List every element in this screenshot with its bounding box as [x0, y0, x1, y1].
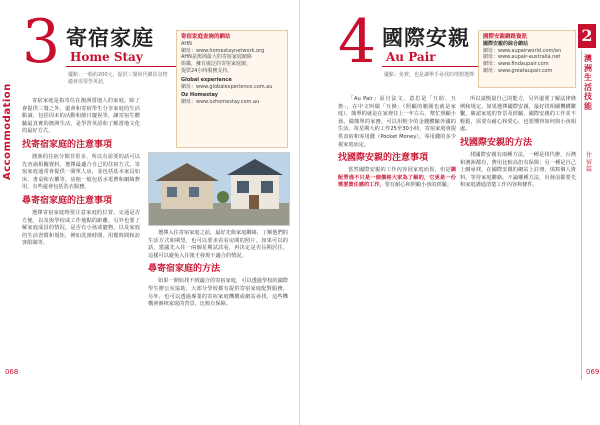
side-sub-char: 宿: [585, 159, 592, 167]
pros-line: 優點：一般約200元，提供三餐和代購買食物: [68, 72, 168, 78]
side-title: Accommodation: [2, 83, 13, 180]
paragraph: 找國際安親有兩種方法，一種是找代辦，台灣和澳洲都有，費用比較高但有保障；另一種是自己上網尋找，在國際安親的網站上註冊，填寫個人資料，等待家庭聯絡。不論哪種方法，出發前都要先和家庭溝通清楚工作內容和條件。: [460, 151, 576, 189]
side-title-char: 澳: [584, 54, 592, 63]
text-run: 要有耐心和照顧小孩的經驗。: [384, 182, 453, 189]
side-title-char: 生: [584, 73, 592, 82]
pros-line: 優點：免費，也是讓舉手尋找的理想選擇: [384, 72, 475, 78]
info-subheader: Oz Homestay: [181, 92, 218, 99]
side-title-char: 洲: [584, 63, 592, 73]
info-link[interactable]: 網址：www.aupair-australia.net: [483, 54, 561, 61]
info-box-homestay: [176, 30, 288, 148]
right-column-1: [338, 96, 456, 406]
info-line: 組織，擁有廣泛的寄宿家庭網，: [181, 61, 252, 68]
house-illustration: [149, 153, 289, 225]
paragraph: 選擇入住寄宿家庭之前，最好先與家庭聯絡，了解他們的生活方式和期望，也可以要求看看房間的照片。如果可以的話，建議先入住一兩個星期試試看，再決定是否長期居住，這樣可以避免入住後才發現不適合的情況。: [148, 230, 288, 259]
info-line: AHN: [181, 40, 192, 47]
info-subheader: 國際安親的綜合網站: [483, 40, 529, 47]
paragraph: 寄宿家庭是指寄住在澳洲當地人的家庭，除了會提供三餐之外，還會和寄宿學生分享家庭的生活點滴，包括周末的活動和節日慶祝等，讓寄宿生體驗最真實的澳洲生活，是學習英語和了解當地文化的最好方式。: [22, 98, 140, 135]
paragraph: [338, 167, 456, 190]
info-link[interactable]: 網址：www.homestaynetwork.org: [181, 47, 265, 54]
info-box-aupair: [478, 30, 576, 88]
chapter-side-subtitle: [585, 152, 593, 174]
title-underline: [66, 66, 176, 67]
info-line: 提供24小時服務支持。: [181, 67, 233, 74]
section-heading: 尋寄宿家庭的注意事項: [22, 195, 113, 206]
chapter-tab: 2: [578, 24, 596, 48]
highlighted-text: 調配勞逸不只是一個價格大家為了解的，它更是一份需要責任感的工作，: [338, 167, 456, 189]
section-heading: 找國際安親的方法: [460, 137, 533, 148]
page-number-right: 069: [586, 368, 600, 376]
section-title-zh: 寄宿家庭: [66, 25, 154, 50]
section-title-en: Home Stay: [70, 50, 143, 64]
house-photo: [148, 152, 290, 226]
info-box-header: 國際安親網路資訊: [483, 34, 528, 40]
info-subheader: Global experience: [181, 76, 232, 83]
chapter-side-title: [583, 54, 593, 111]
side-title-char: 活: [584, 82, 592, 92]
paragraph: 如果一開始找不到適合的寄宿家庭，可以透過學校的國際學生辦公室協助，大部分學校都有提供寄宿家庭配對服務。另外，也可以透過專業的寄宿家庭機構或網站尋找，這些機構會審核家庭的背景，比較有保障。: [148, 278, 288, 308]
text-run: 當然國際安親的工作內容因家庭而異，但是: [348, 167, 451, 174]
info-link[interactable]: 網址：www.globalexperience.com.au: [181, 83, 273, 90]
side-title-char: 能: [584, 101, 592, 111]
side-sub-char: 住: [585, 152, 592, 159]
paragraph: 「Au Pair」原自法文，意思是「互助、互惠」，在中文叫做「互換」（照顧的範圍也就是家庭），簡單的就是在家裡住上一年左右，幫忙照顧小孩、做簡單的家務，可以用較少的金錢體驗外國的生活。每星期大約工作25至30小時，寄宿家庭會提供食宿和零用錢（Pocket Money），零用錢的多少視家庭而定。: [338, 96, 456, 148]
paragraph: 選擇寄宿家庭時要注意家庭的位置、交通是否方便，以及與學校或工作地點的距離。另外也要了解家庭成員的情況，是否有小孩或寵物，以及家庭的生活習慣和規矩，例如洗澡時間、用餐時間和訪客限制等。: [22, 209, 140, 247]
side-rule: [581, 50, 582, 380]
info-link[interactable]: 網址：www.greataupair.com: [483, 67, 553, 74]
info-box-header: 寄宿家庭查詢的網站: [181, 34, 231, 40]
paragraph: 澳洲的住宿分類非常多，所以有需要的話可以先查詢相關資料，選擇最適合自己的住宿方式。寄宿家庭通常會提供一間單人房，並包括基本家具如床、書桌和衣櫃等，房租一般包括水電費和網絡費用，有些還會包括洗衣服務。: [22, 153, 140, 191]
pros-line: 適會需要學英語，: [68, 79, 109, 85]
pros-note: [68, 72, 176, 86]
section-title-zh: 國際安親: [382, 25, 470, 50]
section-heading: 尋寄宿家庭的方法: [148, 264, 221, 275]
info-link[interactable]: 網址：www.aupairworld.com/en: [483, 47, 562, 54]
info-line: AHN是澳洲最大的寄宿家庭網絡: [181, 54, 252, 61]
pros-note: [384, 72, 476, 79]
section-title-en: Au Pair: [386, 50, 436, 64]
right-column-2: [460, 96, 576, 406]
info-link[interactable]: 網址：www.ozhomestay.com.au: [181, 99, 260, 106]
section-heading: 找國際安親的注意事項: [338, 153, 429, 164]
side-title-char: 技: [584, 92, 592, 101]
left-column-2: [148, 230, 288, 400]
page-number-left: 068: [5, 368, 19, 376]
section-heading: 找寄宿家庭的注意事項: [22, 139, 113, 150]
left-column-1: [22, 98, 140, 398]
section-number-3: 3: [22, 7, 61, 77]
side-sub-char: 篇: [585, 166, 592, 174]
section-number-4: 4: [338, 7, 377, 77]
info-link[interactable]: 網址：www.findaupair.com: [483, 61, 549, 68]
title-underline: [382, 66, 478, 67]
paragraph: 所以請衡量自己的能力，另外還要了解法律條例和規定，如果選擇國際安親，最好找相關機構聯繫，確認家庭的背景及經驗。國際安親的工作並不輕鬆，需要有耐心和愛心，也要懂得如何與小孩相處。: [460, 96, 576, 133]
